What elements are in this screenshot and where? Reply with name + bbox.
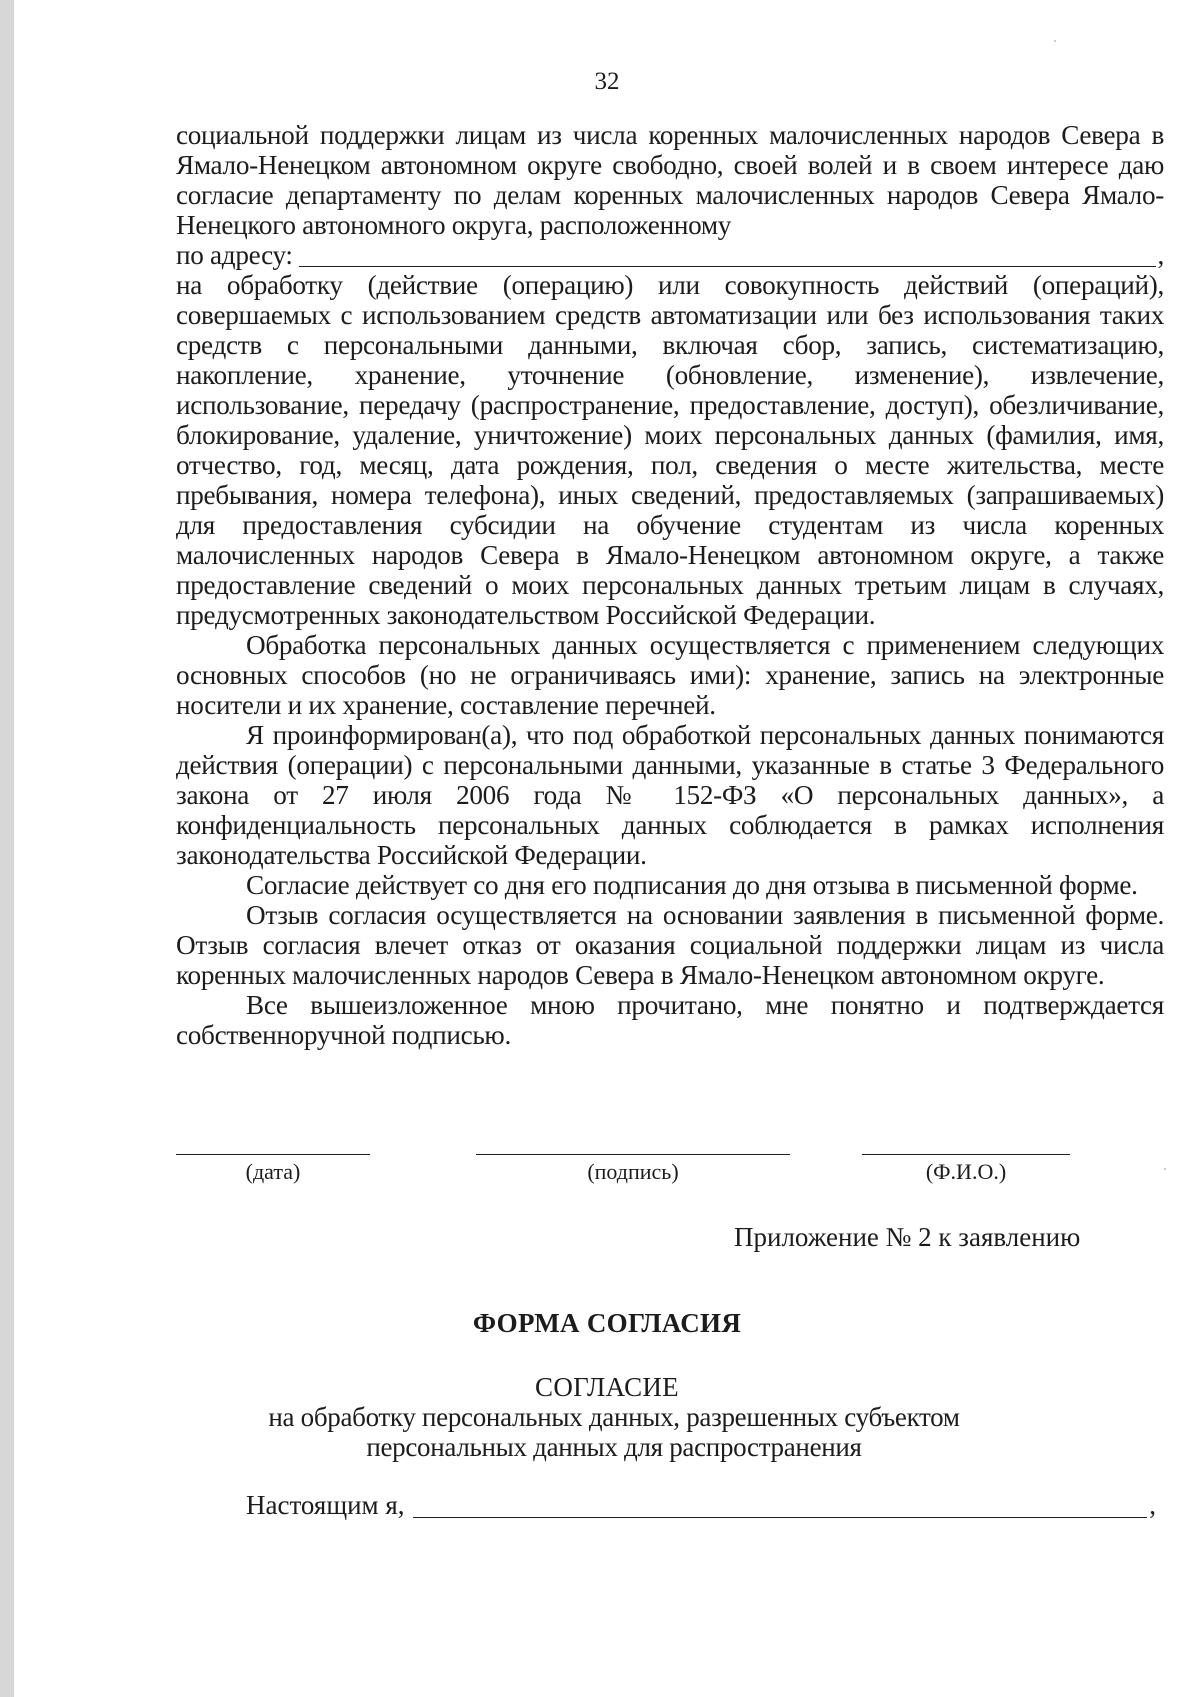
fio-field [862,1154,1070,1185]
fio-line [862,1154,1070,1155]
date-line [176,1154,370,1155]
paragraph-processing: на обработку (действие (операцию) или совокупность действий (операций), совершаемых с использованием средств автоматизации или без использования таких средств с персональными данными, включая сбор, запись, систематизацию, накопление, хранение, уточнение (обновление, изменение), извлечение, использование, передачу (распространение, предоставление, доступ), обезличивание, блокирование, удаление, уничтожение) моих персональных данных (фамилия, имя, отчество, год, месяц, дата рождения, пол, сведения о месте жительства, месте пребывания, номера телефона), иных сведений, предоставляемых (запрашиваемых) для предоставления субсидии на обучение студентам из числа коренных малочисленных народов Севера в Ямало-Ненецком автономном округе, а также предоставление сведений о моих персональных данных третьим лицам в случаях, предусмотренных законодательством Российской Федерации. [176,270,1164,630]
consent-title: СОГЛАСИЕ [535,1372,679,1402]
paragraph-methods: Обработка персональных данных осуществляется с применением следующих основных способов (но не ограничиваясь ими): хранение, запись на электронные носители и их хранение, составление перечней. [176,630,1164,720]
herewith-row [246,1490,1156,1521]
signature-row [176,1154,1164,1214]
paragraph-intro: социальной поддержки лицам из числа коренных малочисленных народов Севера в Ямало-Ненецком автономном округе свободно, своей волей и в своем интересе даю согласие департаменту по делам коренных малочисленных народов Севера Ямало-Ненецкого автономного округа, расположенному [176,120,1164,240]
consent-subtitle: на обработку персональных данных, разрешенных субъектом персональных данных для распространения [268,1402,960,1462]
signature-field [476,1154,790,1185]
date-label: (дата) [245,1159,301,1184]
appendix-reference: Приложение № 2 к заявлению [734,1222,1081,1252]
paragraph-confirmation: Все вышеизложенное мною прочитано, мне понятно и подтверждается собственноручной подписью. [176,990,1164,1050]
fio-label: (Ф.И.О.) [925,1159,1007,1184]
address-label: по адресу: [176,240,293,270]
address-blank-line [299,242,1156,267]
scan-speck [1164,1168,1166,1170]
page-number: 32 [594,68,620,95]
signature-label: (подпись) [587,1159,679,1184]
consent-body [176,120,1164,1050]
paragraph-validity: Согласие действует со дня его подписания до дня отзыва в письменной форме. [246,870,1138,900]
date-field [176,1154,370,1185]
signature-line [476,1154,790,1155]
herewith-comma: , [1149,1490,1156,1520]
herewith-label: Настоящим я, [246,1490,405,1520]
address-comma: , [1157,240,1164,270]
scan-speck [1054,40,1056,42]
document-page [14,0,1200,1697]
paragraph-informed: Я проинформирован(а), что под обработкой персональных данных понимаются действия (операции) с персональными данными, указанные в статье 3 Федерального закона от 27 июля 2006 года № 152-ФЗ «О персональных данных», а конфиденциальность персональных данных соблюдается в рамках исполнения законодательства Российской Федерации. [176,720,1164,870]
paragraph-revocation: Отзыв согласия осуществляется на основании заявления в письменной форме. Отзыв согласия влечет отказ от оказания социальной поддержки лицам из числа коренных малочисленных народов Севера в Ямало-Ненецком автономном округе. [176,900,1164,990]
form-title: ФОРМА СОГЛАСИЯ [472,1308,742,1338]
address-row [176,240,1164,270]
name-blank-line [413,1493,1148,1518]
